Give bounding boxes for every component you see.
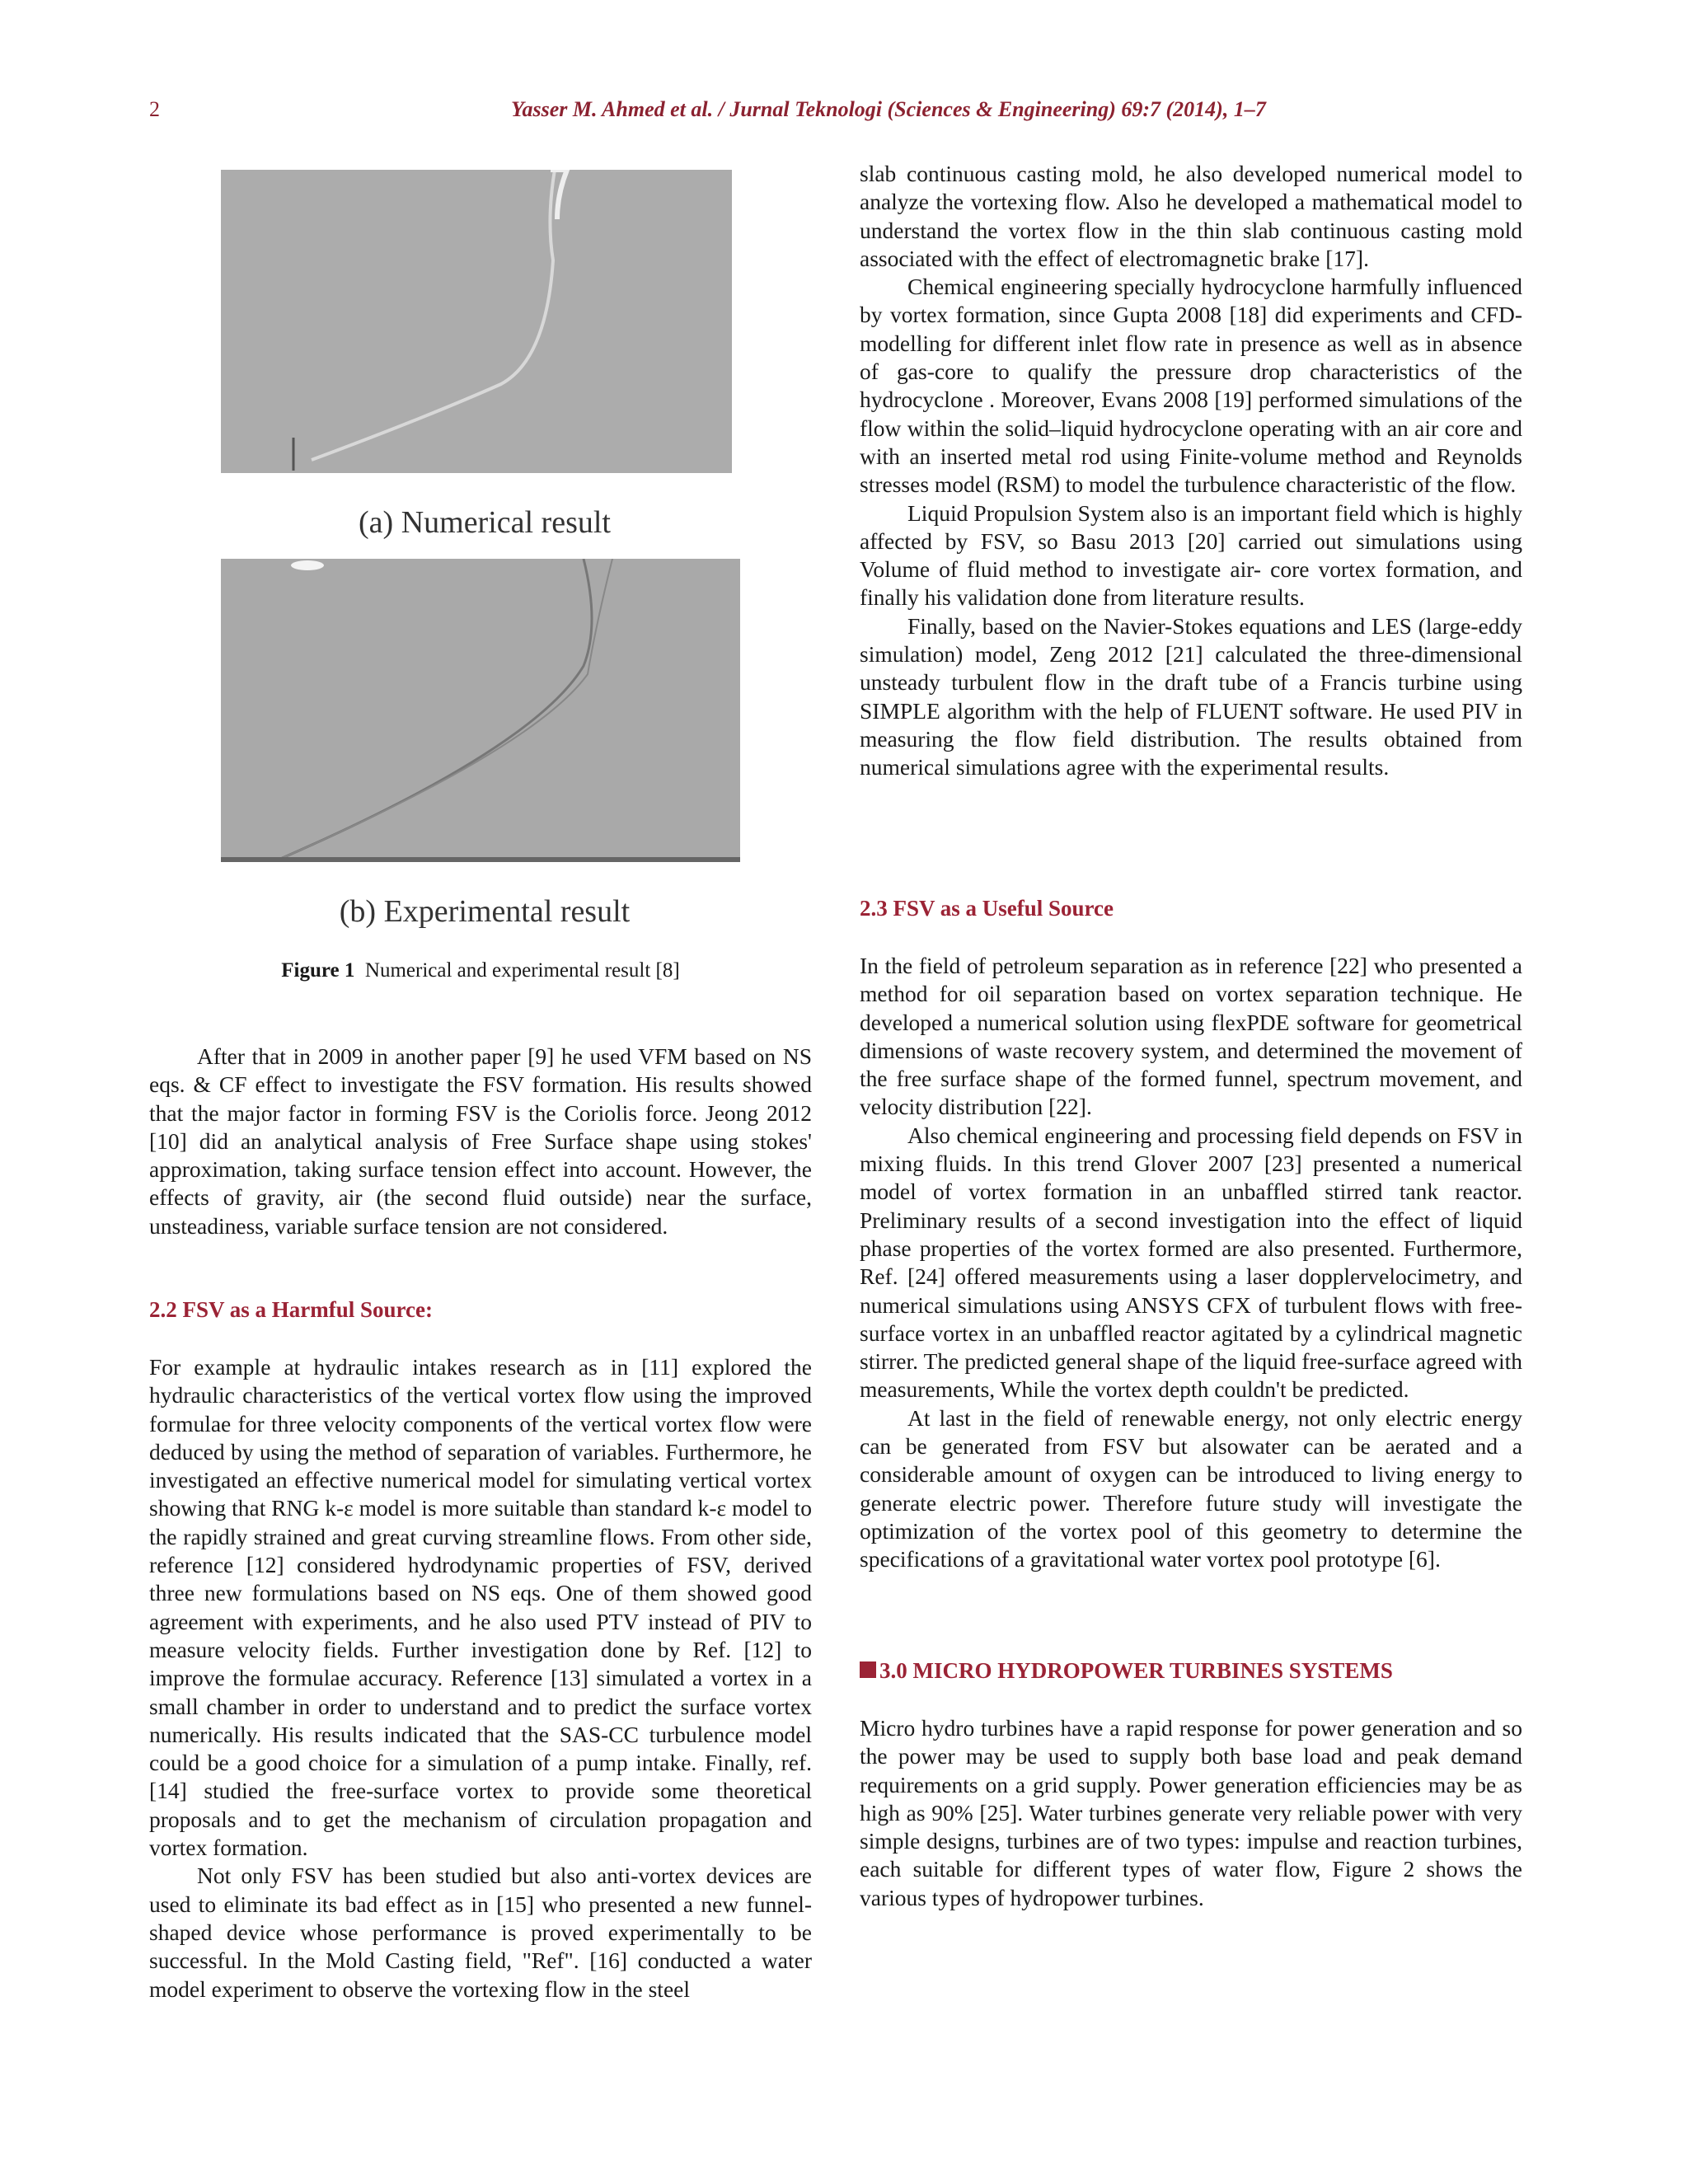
section-heading-2-2: 2.2 FSV as a Harmful Source: [149,1297,433,1322]
figure-experimental-image [221,559,740,864]
section-heading-3-0 [860,1658,1393,1684]
paragraph: Finally, based on the Navier-Stokes equations and LES (large-eddy simulation) model, Zeng 2012 [21] calculated the three-dimensional unsteady turbulent flow in the draft tube of a Francis turbine using SIMPLE algorithm with the help of FLUENT software. He used PIV in measuring the flow field distribution. The results obtained from numerical simulations agree with the experimental results. [860,612,1522,780]
section-heading-3-0-text: 3.0 MICRO HYDROPOWER TURBINES SYSTEMS [879,1658,1393,1683]
paragraph: In the field of petroleum separation as in reference [22] who presented a method for oil separation based on vortex separation technique. He developed a numerical solution using flexPDE software for geometrical dimensions of waste recovery system, and determined the movement of the free surface shape of the formed funnel, spectrum movement, and velocity distribution [22]. [860,953,1522,1120]
page-number: 2 [149,97,160,121]
figure-caption [149,959,812,982]
subcaption-a: (a) Numerical result [359,505,611,540]
running-title: Yasser M. Ahmed et al. / Jurnal Teknologi (Sciences & Engineering) 69:7 (2014), 1–7 [511,97,1266,121]
paragraph: Not only FSV has been studied but also anti-vortex devices are used to eliminate its bad effect as in [15] who presented a new funnel-shaped device whose performance is proved experimentally to be successful. In the Mold Casting field, "Ref". [16] conducted a water model experiment to observe the vortexing flow in the steel [149,1863,812,2002]
right-column-middle [860,952,1522,1574]
paragraph: Micro hydro turbines have a rapid response for power generation and so the power may be used to supply both base load and peak demand requirements on a grid supply. Power generation efficiencies may be as high as 90% [25]. Water turbines generate very reliable power with very simple designs, turbines are of two types: impulse and reaction turbines, each suitable for different types of water flow, Figure 2 shows the various types of hydropower turbines. [860,1715,1522,1910]
figure-numerical-image [221,170,732,475]
paragraph: Also chemical engineering and processing field depends on FSV in mixing fluids. In this trend Glover 2007 [23] presented a numerical model of vortex formation in an unbaffled stirred tank reactor. Preliminary results of a second investigation into the effect of liquid phase properties of the vortex formed are also presented. Furthermore, Ref. [24] offered measurements using a laser dopplervelocimetry, and numerical simulations using ANSYS CFX of turbulent flows with free-surface vortex in an unbaffled reactor agitated by a cylindrical magnetic stirrer. The predicted general shape of the liquid free-surface agreed with measurements, While the vortex depth couldn't be predicted. [860,1122,1522,1403]
subcaption-b: (b) Experimental result [339,894,631,929]
paragraph: slab continuous casting mold, he also developed numerical model to analyze the vortexing flow. Also he developed a mathematical model to understand the vortex flow in the thin slab continuous casting mold associated with the effect of electromagnetic brake [17]. [860,161,1522,271]
right-column-bottom [860,1714,1522,1912]
right-column-top [860,160,1522,782]
figure-caption-text: Numerical and experimental result [8] [364,959,680,982]
paragraph: Chemical engineering specially hydrocyclone harmfully influenced by vortex formation, since Gupta 2008 [18] did experiments and CFD-modelling for different inlet flow rate in presence as well as in absence of gas-core to qualify the pressure drop characteristics of the hydrocyclone . Moreover, Evans 2008 [19] performed simulations of the flow within the solid–liquid hydrocyclone operating with an air core and with an inserted metal rod using Finite-volume method and Reynolds stresses model (RSM) to model the turbulence characteristic of the flow. [860,274,1522,498]
section-heading-2-3: 2.3 FSV as a Useful Source [860,896,1114,921]
figure-label: Figure 1 [281,959,355,982]
left-column-intro [149,1043,812,1240]
left-column-body [149,1353,812,2004]
paragraph: For example at hydraulic intakes research as in [11] explored the hydraulic characteristics of the vertical vortex flow using the improved formulae for three velocity components of the vertical vortex flow were deduced by using the method of separation of variables. Furthermore, he investigated an effective numerical model for simulating vertical vortex showing that RNG k-ε model is more suitable than standard k-ε model to the rapidly strained and great curving streamline flows. From other side, reference [12] considered hydrodynamic properties of FSV, derived three new formulations based on NS eqs. One of them showed good agreement with experiments, and he also used PTV instead of PIV to measure velocity fields. Further investigation done by Ref. [12] to improve the formulae accuracy. Reference [13] simulated a vortex in a small chamber in order to understand and to predict the surface vortex numerically. His results indicated that the SAS-CC turbulence model could be a good choice for a simulation of a pump intake. Finally, ref. [14] studied the free-surface vortex to provide some theoretical proposals and to get the mechanism of circulation propagation and vortex formation. [149,1354,812,1861]
paragraph: Liquid Propulsion System also is an important field which is highly affected by FSV, so Basu 2013 [20] carried out simulations using Volume of fluid method to investigate air- core vortex formation, and finally his validation done from literature results. [860,499,1522,611]
paragraph: At last in the field of renewable energy, not only electric energy can be generated from FSV but alsowater can be aerated and a considerable amount of oxygen can be introduced to living energy to generate electric power. Therefore future study will investigate the optimization of the vortex pool of this geometry to determine the specifications of a gravitational water vortex pool prototype [6]. [860,1404,1522,1572]
section-square-icon [860,1661,876,1678]
paragraph: After that in 2009 in another paper [9] he used VFM based on NS eqs. & CF effect to investigate the FSV formation. His results showed that the major factor in forming FSV is the Coriolis force. Jeong 2012 [10] did an analytical analysis of Free Surface shape using stokes' approximation, taking surface tension effect into account. However, the effects of gravity, air (the second fluid outside) near the surface, unsteadiness, variable surface tension are not considered. [149,1043,812,1239]
